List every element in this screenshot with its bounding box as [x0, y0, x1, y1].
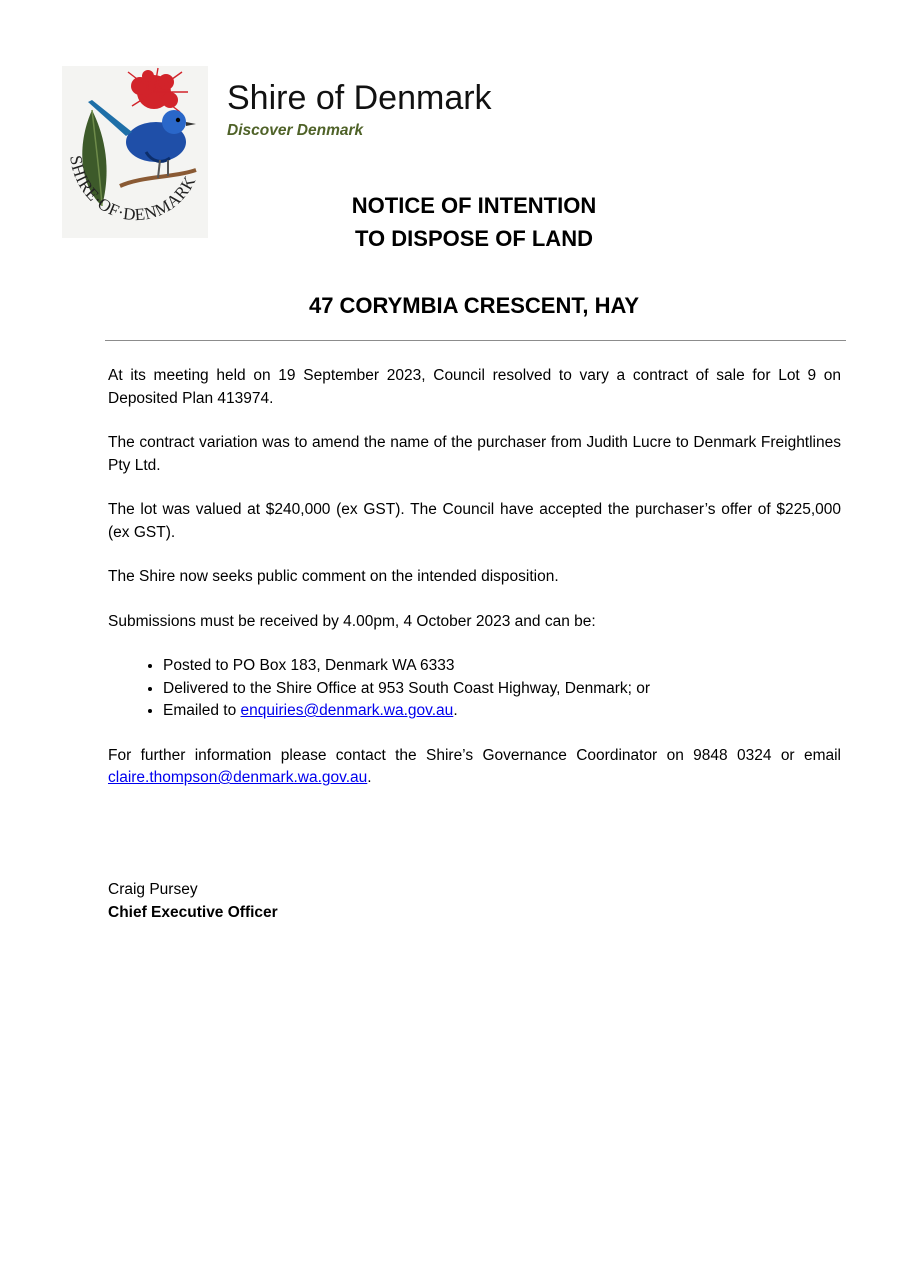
svg-text:SHIRE·OF·DENMARK: SHIRE·OF·DENMARK — [66, 154, 200, 225]
list-item-post — [163, 655, 841, 678]
list-item-deliver — [163, 678, 841, 701]
email-suffix: . — [453, 702, 458, 719]
organisation-tagline: Discover Denmark — [227, 122, 364, 139]
contract-variation-paragraph: The contract variation was to amend the name of the purchaser from Judith Lucre to Denmark Freightlines Pty Ltd. — [108, 434, 841, 474]
submission-deadline-paragraph: Submissions must be received by 4.00pm, 4 October 2023 and can be: — [108, 612, 596, 630]
enquiries-email-link[interactable]: enquiries@denmark.wa.gov.au — [240, 702, 454, 719]
signoff-block — [108, 879, 278, 924]
notice-title-line-2: TO DISPOSE OF LAND — [355, 226, 593, 251]
signatory-title: Chief Executive Officer — [108, 903, 278, 921]
meeting-paragraph: At its meeting held on 19 September 2023, Council resolved to vary a contract of sale for Lot 9 on Deposited Plan 413974. — [108, 367, 841, 407]
contact-paragraph — [108, 745, 841, 790]
contact-suffix: . — [367, 769, 372, 786]
organisation-name: Shire of Denmark — [227, 79, 492, 117]
post-text: Posted to PO Box 183, Denmark WA 6333 — [163, 657, 455, 674]
property-address: 47 CORYMBIA CRESCENT, HAY — [308, 293, 640, 318]
valuation-paragraph: The lot was valued at $240,000 (ex GST). The Council have accepted the purchaser’s offer of $225,000 (ex GST). — [108, 501, 841, 541]
submission-methods-list — [108, 655, 841, 723]
public-comment-paragraph: The Shire now seeks public comment on the intended disposition. — [108, 568, 559, 585]
horizontal-divider — [105, 340, 846, 341]
signatory-name: Craig Pursey — [108, 881, 198, 898]
contact-text: For further information please contact the Shire’s Governance Coordinator on 9848 0324 or email — [108, 746, 841, 764]
notice-body — [108, 365, 841, 812]
notice-title-line-1: NOTICE OF INTENTION — [351, 193, 597, 218]
contact-email-link[interactable]: claire.thompson@denmark.wa.gov.au — [108, 769, 368, 786]
deliver-text: Delivered to the Shire Office at 953 South Coast Highway, Denmark; or — [163, 679, 651, 697]
email-prefix: Emailed to — [163, 702, 241, 719]
list-item-email — [163, 700, 841, 723]
